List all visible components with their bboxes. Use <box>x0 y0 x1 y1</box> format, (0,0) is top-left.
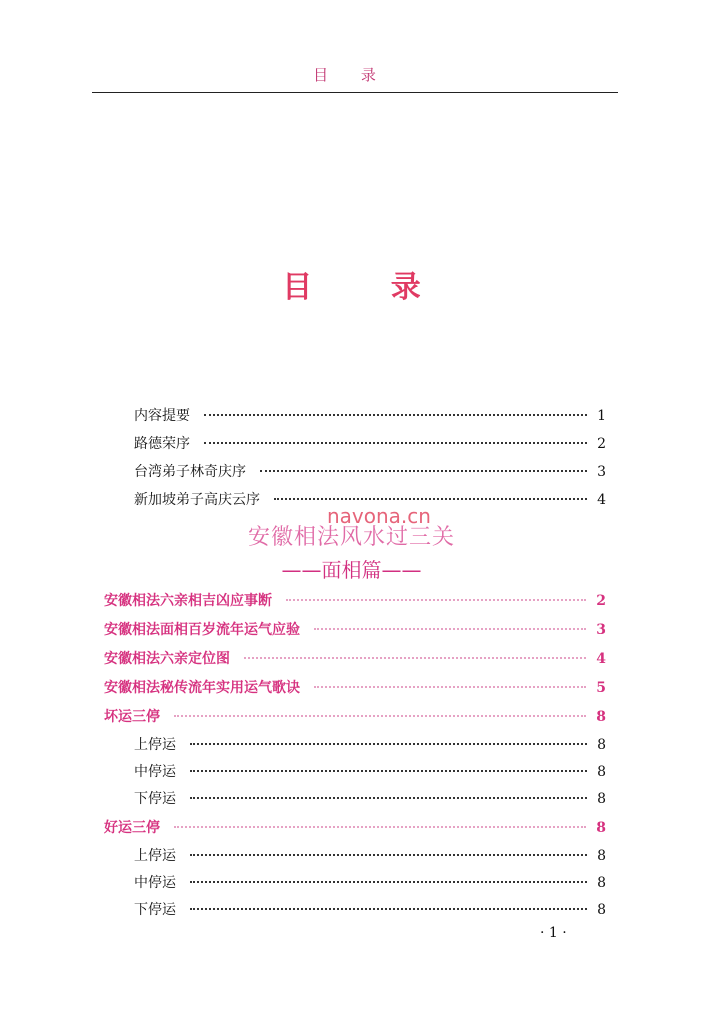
toc-leader <box>204 442 587 444</box>
toc-subentry-label: 中停运 <box>134 875 176 891</box>
toc-chapter-page: 5 <box>596 680 606 696</box>
toc-subentry-label: 下停运 <box>134 791 176 807</box>
toc-chapter-label: 坏运三停 <box>104 709 160 725</box>
toc-subentry[interactable] <box>134 899 606 921</box>
toc-leader <box>190 908 587 910</box>
toc-subentry-label: 中停运 <box>134 764 176 780</box>
toc-subentry[interactable] <box>134 788 606 810</box>
toc-chapter-page: 3 <box>596 622 606 638</box>
toc-leader <box>244 657 586 659</box>
toc-leader <box>314 628 586 630</box>
toc-subentry[interactable] <box>134 761 606 783</box>
toc-subentry-page: 8 <box>597 764 606 780</box>
toc-subentry-label: 下停运 <box>134 902 176 918</box>
toc-subentry[interactable] <box>134 734 606 756</box>
toc-chapter[interactable] <box>104 677 606 699</box>
toc-subentry-page: 8 <box>597 902 606 918</box>
toc-entry-label: 台湾弟子林奇庆序 <box>134 464 246 480</box>
toc-chapter[interactable] <box>104 817 606 839</box>
toc-leader <box>190 854 587 856</box>
section-title: 安徽相法风水过三关 <box>247 525 455 550</box>
toc-chapter[interactable] <box>104 706 606 728</box>
toc-leader <box>314 686 586 688</box>
toc-leader <box>260 470 587 472</box>
toc-chapter[interactable] <box>104 619 606 641</box>
toc-chapter-page: 8 <box>596 709 606 725</box>
toc-entry-label: 路德荣序 <box>134 436 190 452</box>
header-rule <box>92 92 618 93</box>
toc-subentry[interactable] <box>134 872 606 894</box>
toc-subentry-label: 上停运 <box>134 737 176 753</box>
toc-subentry-page: 8 <box>597 875 606 891</box>
toc-entry[interactable] <box>134 405 606 427</box>
toc-entry-page: 4 <box>597 492 606 508</box>
toc-subentry-page: 8 <box>597 791 606 807</box>
toc-leader <box>286 599 586 601</box>
toc-leader <box>204 414 587 416</box>
toc-chapter-label: 安徽相法秘传流年实用运气歌诀 <box>104 680 300 696</box>
toc-entry-label: 内容提要 <box>134 408 190 424</box>
toc-subentry-page: 8 <box>597 848 606 864</box>
toc-entry-page: 2 <box>597 436 606 452</box>
page-title: 目 录 <box>282 270 455 305</box>
toc-leader <box>190 797 587 799</box>
toc-entry-page: 1 <box>597 408 606 424</box>
toc-leader <box>190 743 587 745</box>
toc-chapter-page: 4 <box>596 651 606 667</box>
toc-chapter[interactable] <box>104 648 606 670</box>
toc-chapter-page: 8 <box>596 820 606 836</box>
toc-chapter-page: 2 <box>596 593 606 609</box>
toc-chapter-label: 安徽相法面相百岁流年运气应验 <box>104 622 300 638</box>
section-subtitle: ——面相篇—— <box>281 558 422 582</box>
toc-entry[interactable] <box>134 461 606 483</box>
toc-entry-page: 3 <box>597 464 606 480</box>
toc-chapter-label: 安徽相法六亲相吉凶应事断 <box>104 593 272 609</box>
toc-leader <box>174 715 586 717</box>
toc-subentry-label: 上停运 <box>134 848 176 864</box>
toc-leader <box>274 498 587 500</box>
toc-leader <box>190 881 587 883</box>
toc-chapter-label: 安徽相法六亲定位图 <box>104 651 230 667</box>
toc-entry-label: 新加坡弟子高庆云序 <box>134 492 260 508</box>
toc-subentry-page: 8 <box>597 737 606 753</box>
toc-leader <box>190 770 587 772</box>
toc-subentry[interactable] <box>134 845 606 867</box>
toc-entry[interactable] <box>134 433 606 455</box>
page-number: · 1 · <box>540 925 567 941</box>
toc-chapter[interactable] <box>104 590 606 612</box>
toc-chapter-label: 好运三停 <box>104 820 160 836</box>
toc-leader <box>174 826 586 828</box>
watermark: navona.cn <box>327 504 431 528</box>
running-header: 目 录 <box>313 66 390 84</box>
